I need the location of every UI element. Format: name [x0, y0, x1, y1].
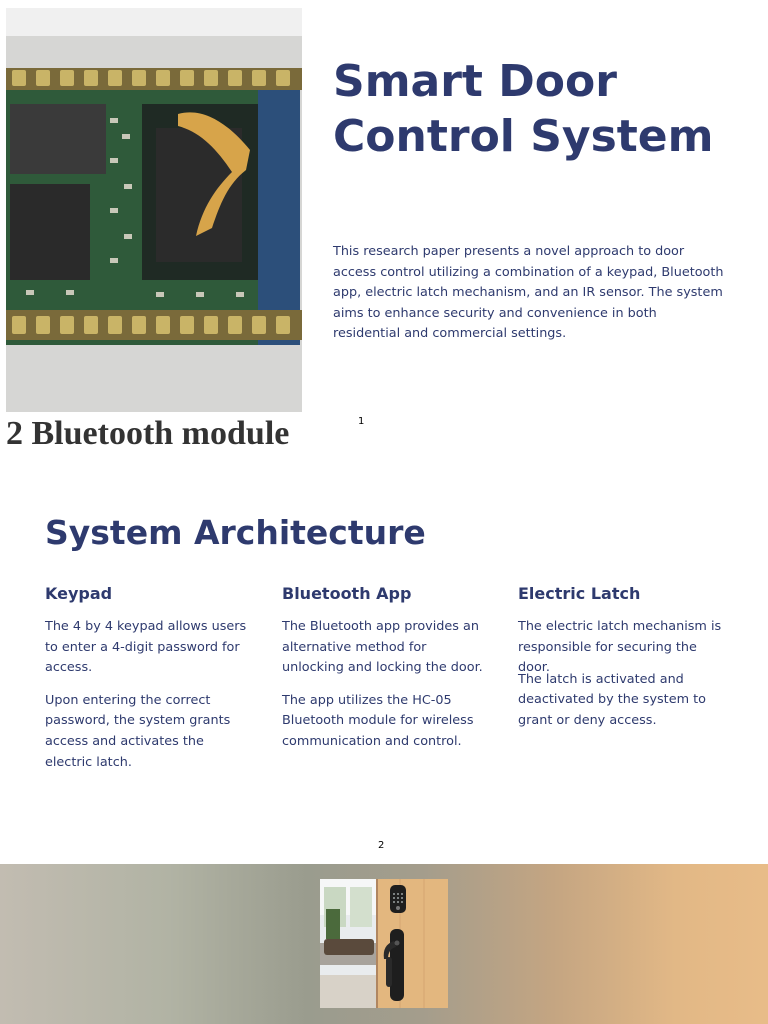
column-paragraph: Upon entering the correct password, the system grants access and activates the electric latch. — [45, 692, 231, 770]
bluetooth-app-column — [282, 583, 487, 753]
column-heading: Electric Latch — [518, 584, 641, 603]
column-paragraph: The 4 by 4 keypad allows users to enter a 4-digit password for access. — [45, 619, 247, 676]
column-paragraph: The Bluetooth app provides an alternative method for unlocking and locking the door. — [282, 619, 483, 676]
bluetooth-module-illustration — [6, 8, 302, 452]
column-paragraph: The app utilizes the HC-05 Bluetooth module for wireless communication and control. — [282, 692, 474, 749]
slide-3 — [0, 864, 768, 1024]
column-heading: Keypad — [45, 584, 113, 603]
column-paragraph: The electric latch mechanism is responsible for securing the door. — [518, 619, 722, 676]
column-heading: Bluetooth App — [282, 584, 412, 603]
section-title: System Architecture — [45, 513, 426, 552]
smart-door-lock-photo — [320, 879, 448, 1008]
electric-latch-column — [518, 583, 723, 732]
page-number: 2 — [378, 840, 385, 851]
module-photo-caption: 2 Bluetooth module — [6, 415, 290, 452]
slide-intro-text: This research paper presents a novel approach to door access control utilizing a combination of a keypad, Bluetooth app, electric latch mechanism, and an IR sensor. The system aims to enhance security and convenience in both residential and commercial settings. — [333, 244, 724, 342]
column-paragraph: The latch is activated and deactivated by the system to grant or deny access. — [518, 671, 706, 728]
bluetooth-module-photo — [6, 8, 302, 452]
slide-1 — [0, 0, 768, 452]
smart-lock-illustration — [320, 879, 448, 1008]
slide-2 — [0, 465, 768, 864]
page-number: 1 — [358, 416, 365, 427]
slide-title: Smart Door Control System — [333, 56, 714, 162]
keypad-column — [45, 583, 250, 773]
